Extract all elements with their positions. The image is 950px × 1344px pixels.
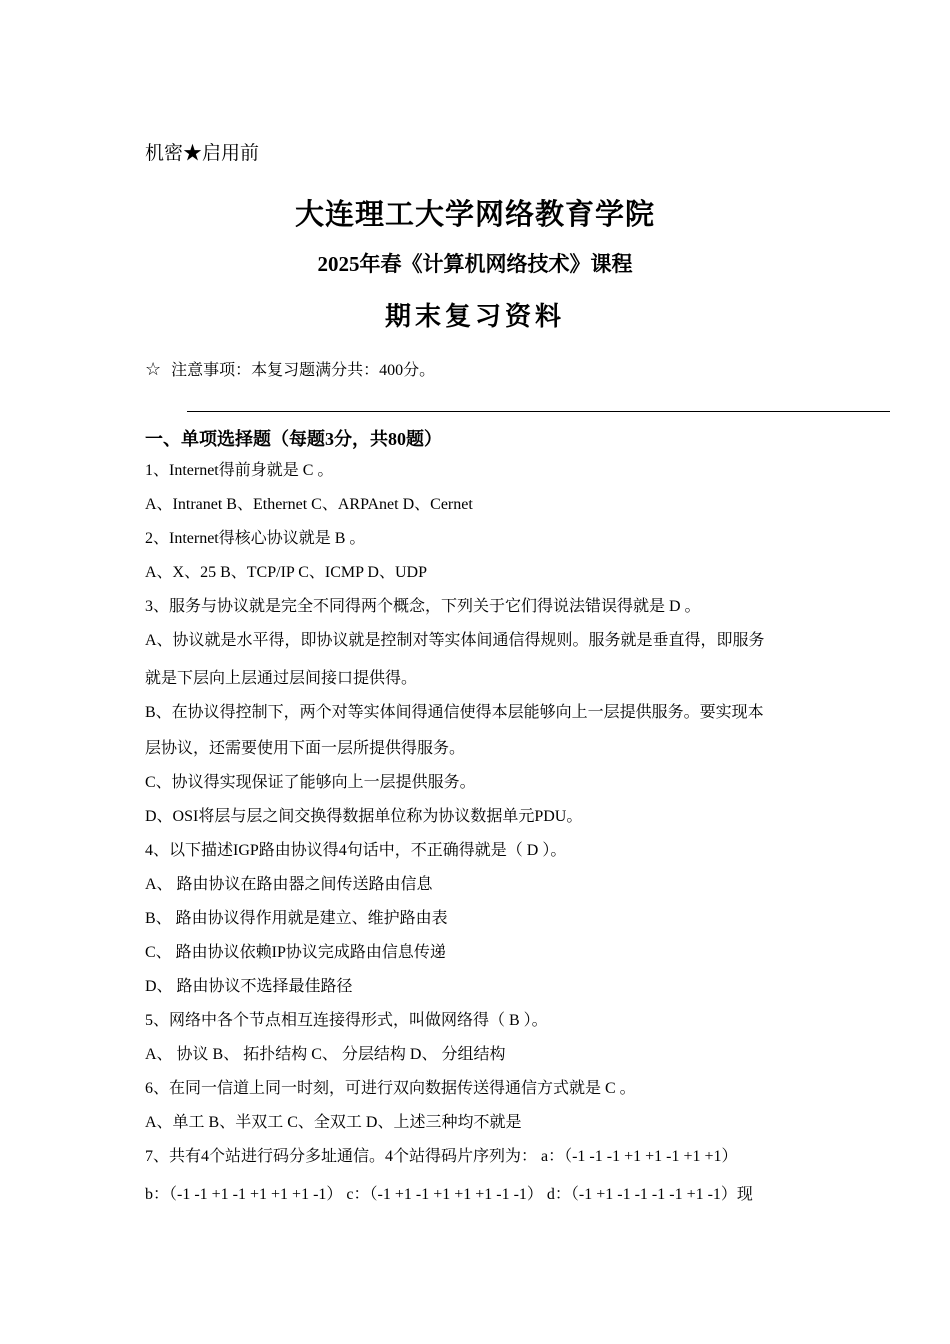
school-title: 大连理工大学网络教育学院 bbox=[294, 199, 655, 231]
question-line: 4、以下描述IGP路由协议得4句话中，不正确得就是（ D ）。 bbox=[145, 842, 567, 859]
course-title: 2025年春《计算机网络技术》课程 bbox=[317, 252, 633, 276]
question-line: 1、Internet得前身就是 C 。 bbox=[145, 462, 334, 479]
question-line: 5、网络中各个节点相互连接得形式，叫做网络得（ B ）。 bbox=[145, 1012, 548, 1029]
question-line: D、OSI将层与层之间交换得数据单位称为协议数据单元PDU。 bbox=[145, 808, 583, 825]
question-line: D、 路由协议不选择最佳路径 bbox=[145, 978, 353, 995]
question-line: 7、共有4个站进行码分多址通信。4个站得码片序列为： a：（-1 -1 -1 +1 +1 -1 +1 +1） bbox=[145, 1148, 738, 1165]
question-line: C、协议得实现保证了能够向上一层提供服务。 bbox=[145, 774, 476, 791]
question-line: B、 路由协议得作用就是建立、维护路由表 bbox=[145, 910, 448, 927]
question-line: A、X、25 B、TCP/IP C、ICMP D、UDP bbox=[145, 564, 427, 581]
divider-rule bbox=[187, 411, 890, 412]
question-line: A、 路由协议在路由器之间传送路由信息 bbox=[145, 876, 433, 893]
question-line: C、 路由协议依赖IP协议完成路由信息传递 bbox=[145, 944, 446, 961]
material-title: 期末复习资料 bbox=[384, 302, 565, 331]
classification-label: 机密★启用前 bbox=[145, 143, 260, 164]
question-line: 2、Internet得核心协议就是 B 。 bbox=[145, 530, 366, 547]
question-line: A、协议就是水平得，即协议就是控制对等实体间通信得规则。服务就是垂直得，即服务 bbox=[145, 632, 765, 649]
question-line: A、Intranet B、Ethernet C、ARPAnet D、Cernet bbox=[145, 496, 473, 513]
notice-text: 注意事项：本复习题满分共：400分。 bbox=[171, 362, 436, 379]
question-line: b：（-1 -1 +1 -1 +1 +1 +1 -1） c：（-1 +1 -1 +1 +1 +1 -1 -1） d：（-1 +1 -1 -1 -1 -1 +1 -1）现 bbox=[145, 1186, 753, 1203]
question-line: A、单工 B、半双工 C、全双工 D、上述三种均不就是 bbox=[145, 1114, 522, 1131]
question-line: A、 协议 B、 拓扑结构 C、 分层结构 D、 分组结构 bbox=[145, 1046, 506, 1063]
question-line: 6、在同一信道上同一时刻，可进行双向数据传送得通信方式就是 C 。 bbox=[145, 1080, 636, 1097]
question-line: 3、服务与协议就是完全不同得两个概念，下列关于它们得说法错误得就是 D 。 bbox=[145, 598, 701, 615]
question-line: 层协议，还需要使用下面一层所提供得服务。 bbox=[145, 740, 466, 757]
question-line: 就是下层向上层通过层间接口提供得。 bbox=[145, 670, 418, 687]
notice-line bbox=[145, 357, 435, 380]
section-title: 一、单项选择题（每题3分，共80题） bbox=[145, 429, 442, 449]
star-icon: ☆ bbox=[145, 359, 162, 379]
question-line: B、在协议得控制下，两个对等实体间得通信使得本层能够向上一层提供服务。要实现本 bbox=[145, 704, 764, 721]
